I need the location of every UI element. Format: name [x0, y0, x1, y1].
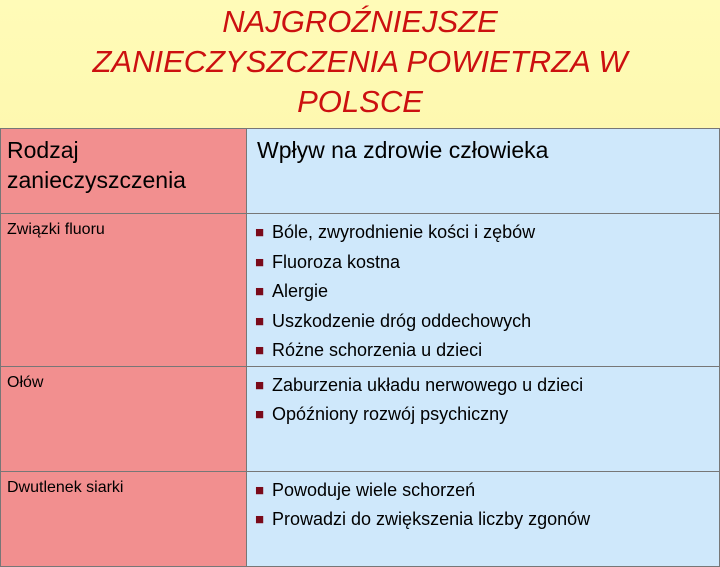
pollution-name: Ołów	[1, 366, 247, 471]
header-health-impact: Wpływ na zdrowie człowieka	[247, 129, 720, 214]
effect-item: ■ Fluoroza kostna	[253, 248, 713, 278]
health-effects-cell	[247, 471, 720, 566]
effects-list	[253, 214, 713, 366]
effect-item: ■ Powoduje wiele schorzeń	[253, 476, 713, 506]
effect-item: ■ Różne schorzenia u dzieci	[253, 336, 713, 366]
square-bullet-icon: ■	[255, 312, 265, 330]
title-line-3: POLSCE	[297, 84, 423, 119]
square-bullet-icon: ■	[255, 283, 265, 300]
effect-item: ■ Opóźniony rozwój psychiczny	[253, 400, 713, 430]
health-effects-cell	[247, 366, 720, 471]
effect-item: ■ Bóle, zwyrodnienie kości i zębów	[253, 218, 713, 248]
square-bullet-icon: ■	[255, 342, 265, 359]
effects-list	[253, 472, 713, 535]
pollution-table	[0, 128, 720, 567]
square-bullet-icon: ■	[255, 376, 265, 394]
square-bullet-icon: ■	[255, 253, 265, 271]
effect-item: ■ Zaburzenia układu nerwowego u dzieci	[253, 371, 713, 401]
square-bullet-icon: ■	[255, 511, 265, 528]
title-line-1: NAJGROŹNIEJSZE	[222, 4, 498, 39]
square-bullet-icon: ■	[255, 224, 265, 241]
table-row	[1, 214, 720, 367]
header-pollution-type: Rodzaj zanieczyszczenia	[1, 129, 247, 214]
table-row	[1, 471, 720, 566]
square-bullet-icon: ■	[255, 406, 265, 423]
table-header-row	[1, 129, 720, 214]
square-bullet-icon: ■	[255, 481, 265, 499]
effect-item: ■ Prowadzi do zwiększenia liczby zgonów	[253, 505, 713, 535]
pollution-name: Związki fluoru	[1, 214, 247, 367]
effect-item: ■ Uszkodzenie dróg oddechowych	[253, 307, 713, 337]
effects-list	[253, 367, 713, 430]
pollution-name: Dwutlenek siarki	[1, 471, 247, 566]
table-row	[1, 366, 720, 471]
health-effects-cell	[247, 214, 720, 367]
page-title	[0, 2, 720, 122]
title-line-2: ZANIECZYSZCZENIA POWIETRZA W	[92, 44, 628, 79]
effect-item: ■ Alergie	[253, 277, 713, 307]
